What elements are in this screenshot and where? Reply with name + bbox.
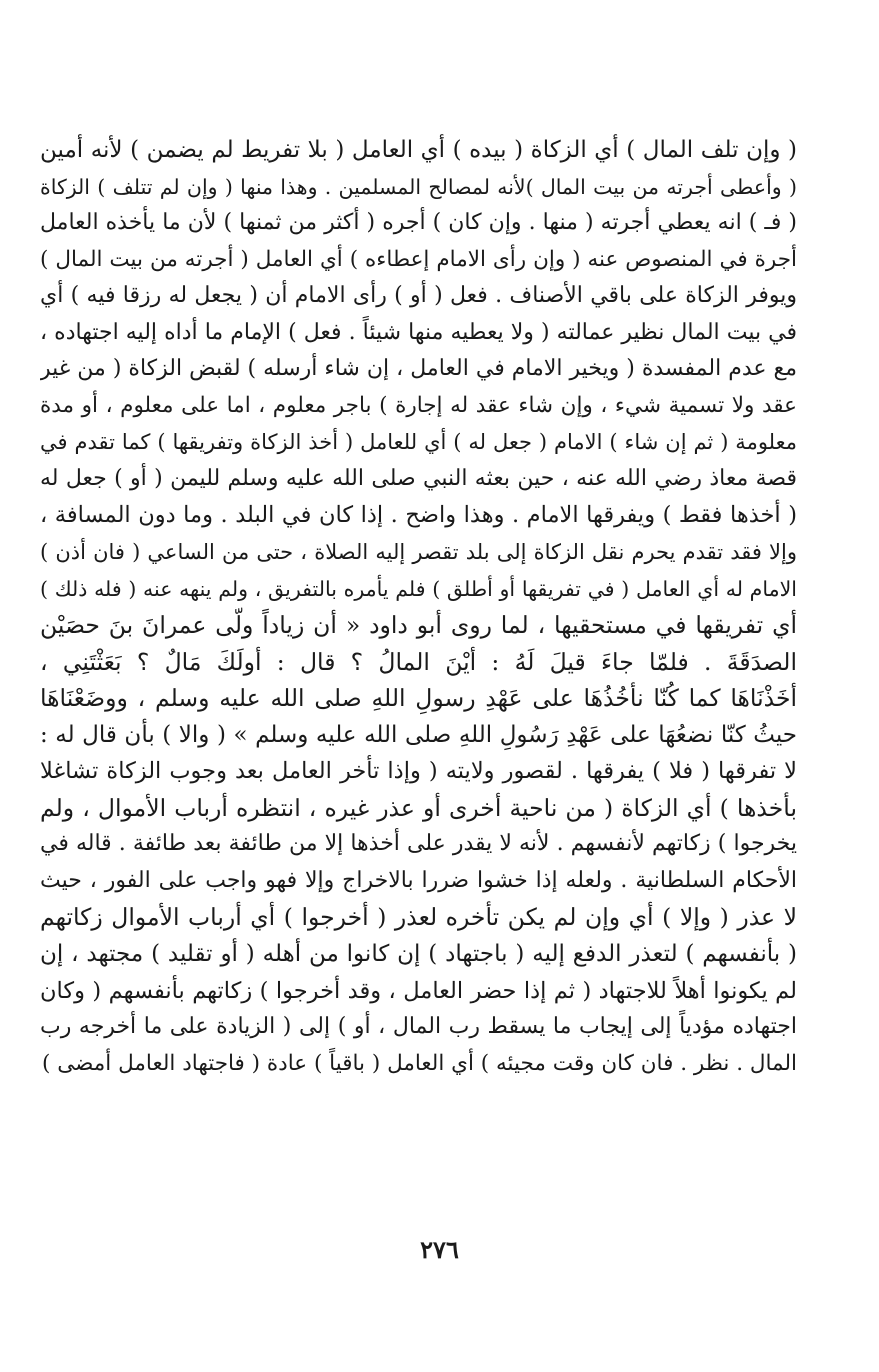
text-line: عقد ولا تسمية شيء ، وإن شاء عقد له إجارة ) باجر معلوم ، اما على معلوم ، أو مدة	[40, 392, 797, 418]
text-line: ( بأنفسهم ) لتعذر الدفع إليه ( باجتهاد ) إن كانوا من أهله ( أو تقليد ) مجتهد ، إن	[40, 941, 797, 968]
text-line: الامام له أي العامل ( في تفريقها أو أطلق ) فلم يأمره بالتفريق ، ولم ينهه عنه ( فله ذلك )	[40, 576, 797, 601]
text-line: مع عدم المفسدة ( ويخير الامام في العامل ، إن شاء أرسله ) لقبض الزكاة ( من غير	[40, 356, 797, 382]
text-line: وإلا فقد تقدم يحرم نقل الزكاة إلى بلد تقصر إليه الصلاة ، حتى من الساعي ( فان أذن )	[40, 540, 797, 565]
text-line: ( أخذها فقط ) ويفرقها الامام . وهذا واضح . إذا كان في البلد . وما دون المسافة ،	[40, 502, 797, 529]
text-line: المال . نظر . فان كان وقت مجيئه ) أي العامل ( باقياً ) عادة ( فاجتهاد العامل أمضى )	[42, 1050, 797, 1076]
text-line: يخرجوا ) زكاتهم لأنفسهم . لأنه لا يقدر على أخذها إلا من طائفة بعد طائفة . قاله في	[40, 831, 797, 857]
text-line: أي تفريقها في مستحقيها ، لما روى أبو داود « أن زياداً ولَّى عمرانَ بنَ حصَيْن	[40, 611, 797, 640]
text-line: لم يكونوا أهلاً للاجتهاد ( ثم إذا حضر العامل ، وقد أخرجوا ) زكاتهم بأنفسهم ( وكان	[40, 977, 797, 1004]
text-line: اجتهاده مؤدياً إلى إيجاب ما يسقط رب المال ، أو ) إلى ( الزيادة على ما أخرجه رب	[40, 1014, 797, 1040]
text-line: لا عذر ( وإلا ) أي وإن لم يكن تأخره لعذر ( أخرجوا ) أي أرباب الأموال زكاتهم	[40, 903, 797, 932]
text-line: معلومة ( ثم إن شاء ) الامام ( جعل له ) أي للعامل ( أخذ الزكاة وتفريقها ) كما تقدم في	[40, 430, 797, 455]
body-text	[40, 132, 797, 1082]
text-line: الأحكام السلطانية . ولعله إذا خشوا ضررا بالاخراج وإلا فهو واجب على الفور ، حيث	[40, 867, 797, 893]
text-line: ( فـ ) انه يعطي أجرته ( منها . وإن كان ) أجره ( أكثر من ثمنها ) لأن ما يأخذه العامل	[40, 210, 797, 236]
text-line: في بيت المال نظير عمالته ( ولا يعطيه منها شيئاً . فعل ) الإمام ما أداه إليه اجتهاده ،	[40, 319, 797, 345]
text-line: أجرة في المنصوص عنه ( وإن رأى الامام إعطاءه ) أي العامل ( أجرته من بيت المال )	[40, 246, 797, 272]
text-line: ( وأعطى أجرته من بيت المال )لأنه لمصالح المسلمين . وهذا منها ( وإن لم تتلف ) الزكاة	[40, 174, 797, 199]
text-line: أخَذْنَاهَا كما كُنّا نأخُذُهَا على عَهْدِ رسولِ اللهِ صلى الله عليه وسلم ، ووضَعْنَاهَا	[40, 684, 797, 713]
text-line: بأخذها ) أي الزكاة ( من ناحية أخرى أو عذر غيره ، انتظره أرباب الأموال ، ولم	[40, 793, 797, 822]
text-line: ويوفر الزكاة على باقي الأصناف . فعل ( أو ) رأى الامام أن ( يجعل له رزقا فيه ) أي	[40, 283, 797, 309]
text-line: الصدَقَةَ . فلمّا جاءَ قيلَ لَهُ : أيْنَ المالُ ؟ قال : أولَكَ مَالٌ ؟ بَعَثْتَنِي ،	[40, 647, 797, 676]
page-number: ٢٧٦	[420, 1235, 459, 1264]
text-line: ( وإن تلف المال ) أي الزكاة ( بيده ) أي العامل ( بلا تفريط لم يضمن ) لأنه أمين	[40, 137, 797, 163]
text-line: حيثُ كنّا نضعُهَا على عَهْدِ رَسُولِ اللهِ صلى الله عليه وسلم » ( والا ) بأن قال له :	[40, 721, 797, 748]
text-line: قصة معاذ رضي الله عنه ، حين بعثه النبي صلى الله عليه وسلم لليمن ( أو ) جعل له	[40, 465, 797, 491]
text-line: لا تفرقها ( فلا ) يفرقها . لقصور ولايته ( وإذا تأخر العامل بعد وجوب الزكاة تشاغلا	[40, 758, 797, 785]
